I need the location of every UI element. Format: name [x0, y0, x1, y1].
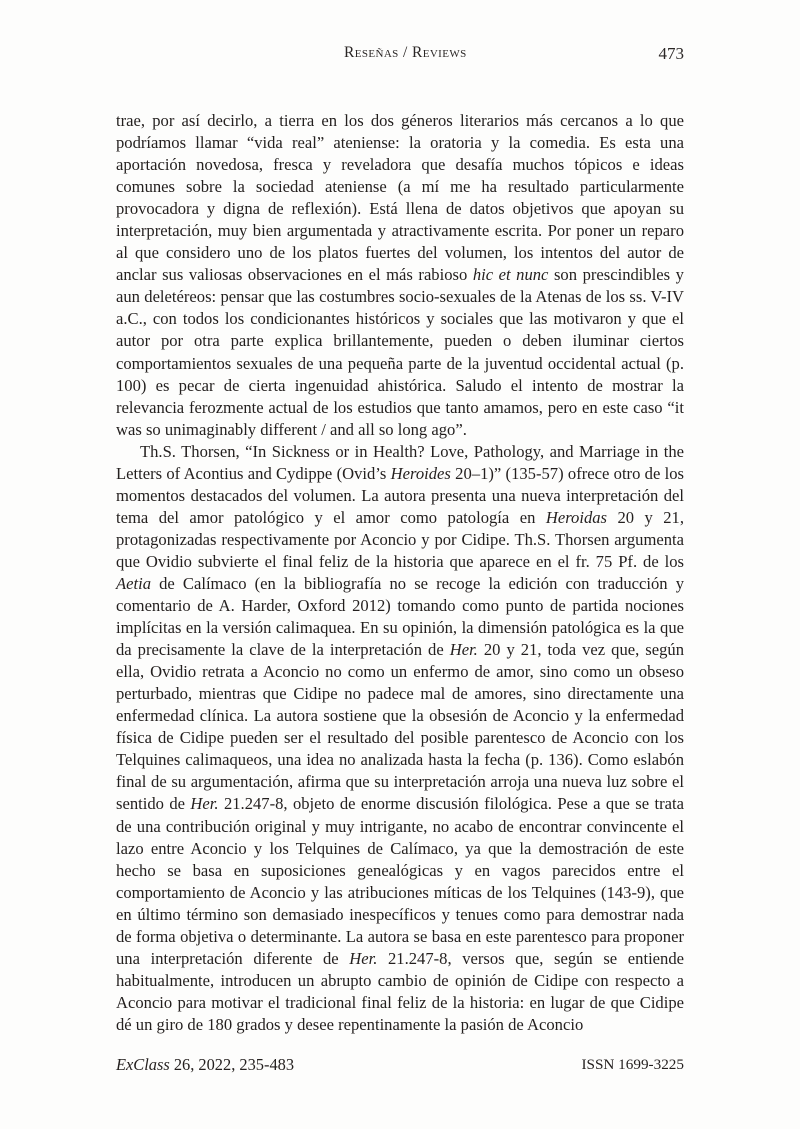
- par2-italic-her-2: Her.: [190, 794, 219, 814]
- par2-italic-her-3: Her.: [349, 948, 378, 968]
- par2-italic-aetia: Aetia: [116, 573, 152, 593]
- page-number: 473: [658, 44, 684, 63]
- par1-text-part-1: trae, por así decirlo, a tierra en los dos géneros literarios más cercanos a lo que podríamos llamar “vida real” ateniense: la oratoria y la comedia. Es esta una aportación novedosa, fresca y reveladora que desafía muchos tópicos e ideas comunes sobre la sociedad ateniense (a mí me ha resultado particularmente provocadora y digna de reflexión). Está llena de datos objetivos que apoyan su interpretación, muy bien argumentada y atractivamente escrita. Por poner un reparo al que considero uno de los platos fuertes del volumen, los intentos del autor de anclar sus valiosas observaciones en el más rabioso: [116, 111, 684, 285]
- par2-text-part-7: 21.247-8, versos que, según se entiende habitualmente, introducen un abrupto cambio de opinión de Cidipe con respecto a Aconcio para motivar el tradicional final feliz de la historia: en lugar de que Cidipe dé un giro de 180 grados y desee repentinamente la pasión de Aconcio: [116, 948, 684, 1034]
- par2-text-part-1: Th.S. Thorsen, “In Sickness or in Health? Love, Pathology, and Marriage in the Letters of Acontius and Cydippe (Ovid’s: [116, 441, 684, 483]
- par2-text-part-3: 20 y 21, protagonizadas respectivamente por Aconcio y por Cidipe. Th.S. Thorsen argumenta que Ovidio subvierte el final feliz de la historia que aparece en el fr. 75 Pf. de los: [116, 507, 684, 571]
- footer-journal-name: ExClass: [116, 1055, 170, 1074]
- footer-citation: [116, 1055, 294, 1075]
- running-head-title: Reseñas / Reviews: [344, 44, 467, 61]
- par1-text-part-2: son prescindibles y aun deletéreos: pensar que las costumbres socio-sexuales de la Atenas de los ss. V-IV a.C., con todos los condicionantes históricos y sociales que las motivaron y que el autor por otra parte explica brillantemente, pueden o deben iluminar ciertos comportamientos sexuales de una pequeña parte de la juventud occidental actual (p. 100) es pecar de cierta ingenuidad ahistórica. Saludo el intento de mostrar la relevancia ferozmente actual de los estudios que tanto amamos, pero en este caso “it was so unimaginably different / and all so long ago”.: [116, 265, 684, 439]
- footer-citation-detail: 26, 2022, 235-483: [169, 1055, 295, 1074]
- paragraph-continuation: [116, 110, 684, 441]
- par2-italic-heroidas: Heroidas: [545, 507, 607, 527]
- par2-text-part-2: 20–1)” (135-57) ofrece otro de los momentos destacados del volumen. La autora presenta una nueva interpretación del tema del amor patológico y el amor como patología en: [116, 463, 684, 527]
- par2-text-part-5: 20 y 21, toda vez que, según ella, Ovidio retrata a Aconcio no como un enfermo de amor, sino como un obseso perturbado, mientras que Cidipe no padece mal de amores, sino directamente una enfermedad clínica. La autora sostiene que la obsesión de Aconcio y la enfermedad física de Cidipe pueden ser el resultado del posible parentesco de Aconcio con los Telquines calimaqueos, una idea no analizada hasta la fecha (p. 136). Como eslabón final de su argumentación, afirma que su interpretación arroja una nueva luz sobre el sentido de: [116, 640, 684, 814]
- par1-italic-hic-et-nunc: hic et nunc: [472, 265, 549, 285]
- par2-italic-heroides: Heroides: [390, 463, 451, 483]
- body-text-column: [116, 110, 684, 1036]
- page-footer: [116, 1055, 684, 1077]
- running-head: [116, 44, 684, 68]
- par2-italic-her-1: Her.: [449, 640, 478, 660]
- par2-text-part-4: de Calímaco (en la bibliografía no se recoge la edición con traducción y comentario de A. Harder, Oxford 2012) tomando como punto de partida nociones implícitas en la versión calimaquea. En su opinión, la dimensión patológica es la que da precisamente la clave de la interpretación de: [116, 573, 684, 660]
- par2-text-part-6: 21.247-8, objeto de enorme discusión filológica. Pese a que se trata de una contribución original y muy intrigante, no acabo de encontrar convincente el lazo entre Aconcio y los Telquines de Calímaco, ya que la demostración de este hecho se basa en suposiciones genealógicas y en vagos parecidos entre el comportamiento de Aconcio y las atribuciones míticas de los Telquines (143-9), que en último término son demasiado inespecíficos y tenues como para demostrar nada de forma objetiva o determinante. La autora se basa en este parentesco para proponer una interpretación diferente de: [116, 794, 684, 968]
- footer-issn: ISSN 1699-3225: [581, 1056, 684, 1073]
- paragraph-thorsen-review: [116, 441, 684, 1036]
